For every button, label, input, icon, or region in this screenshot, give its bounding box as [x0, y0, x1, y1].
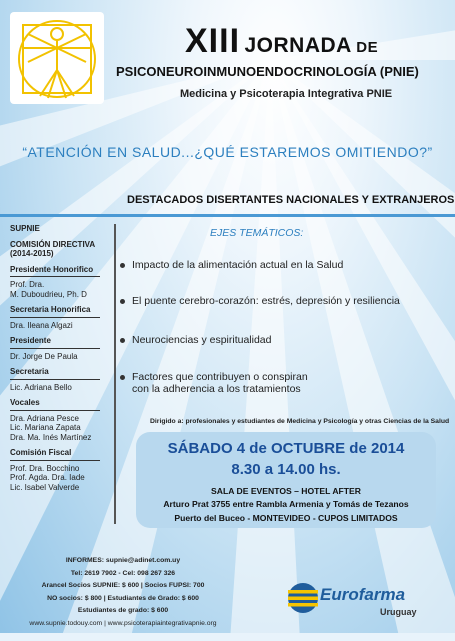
target-audience: Dirigido a: profesionales y estudiantes de Medicina y Psicología y otras Ciencias de la Salud — [150, 418, 450, 425]
event-location: Puerto del Buceo - MONTEVIDEO - CUPOS LIMITADOS — [174, 513, 398, 523]
event-address: Arturo Prat 3755 entre Rambla Armenia y Tomás de Tezanos — [163, 499, 409, 509]
bullet-icon — [120, 375, 125, 380]
website-links: www.supnie.todouy.com | www.psicoterapiaintegrativapnie.org — [29, 619, 217, 627]
sponsor-country: Uruguay — [380, 607, 417, 617]
committee-group: Presidente Honorifico Prof. Dra. M. Duboudrieu, Ph. D — [10, 265, 114, 300]
no-socios-line: NO socios: $ 800 | Estudiantes de Grado: $ 600 — [47, 594, 199, 602]
slogan: “ATENCIÓN EN SALUD...¿QUÉ ESTAREMOS OMITIENDO?” — [22, 144, 433, 160]
underline — [10, 276, 100, 277]
divider — [0, 214, 455, 217]
topic-item: Factores que contribuyen o conspiran con la adherencia a los tratamientos — [120, 371, 308, 395]
event-venue: SALA DE EVENTOS – HOTEL AFTER — [211, 486, 361, 496]
sidebar-divider — [114, 224, 116, 524]
topic-item: Neurociencias y espiritualidad — [120, 334, 272, 346]
org-name: SUPNIE — [10, 224, 40, 233]
committee-group: Secretaria Lic. Adriana Bello — [10, 367, 114, 392]
event-details-box — [136, 432, 436, 528]
jornada-word: JORNADA — [244, 34, 352, 57]
sponsor-name: Eurofarma — [320, 585, 406, 604]
bullet-icon — [120, 299, 125, 304]
committee-group: Vocales Dra. Adriana Pesce Lic. Mariana Zapata Dra. Ma. Inés Martínez — [10, 398, 114, 442]
bottom-strip — [0, 633, 455, 641]
estudiantes-line: Estudiantes de grado: $ 600 — [77, 607, 169, 614]
arancel-line: Arancel Socios SUPNIE: $ 600 | Socios FUPSI: 700 — [41, 582, 205, 589]
committee-group: Presidente Dr. Jorge De Paula — [10, 336, 114, 361]
underline — [10, 317, 100, 318]
topics-heading: EJES TEMÁTICOS: — [210, 227, 304, 239]
de-word: DE — [356, 39, 379, 56]
speakers-heading: DESTACADOS DISERTANTES NACIONALES Y EXTRANJEROS — [127, 194, 455, 206]
contact-info — [28, 555, 218, 630]
event-subtitle: PSICONEUROINMUNOENDOCRINOLOGÍA (PNIE) — [116, 64, 419, 79]
underline — [10, 460, 100, 461]
topic-item: Impacto de la alimentación actual en la Salud — [120, 259, 343, 271]
event-time: 8.30 a 14.00 hs. — [231, 461, 341, 478]
event-date: SÁBADO 4 de OCTUBRE de 2014 — [167, 440, 405, 457]
underline — [10, 410, 100, 411]
sponsor-logo — [284, 575, 444, 635]
informes-line: INFORMES: supnie@adinet.com.uy — [65, 557, 181, 564]
bullet-icon — [120, 263, 125, 268]
topic-item: El puente cerebro-corazón: estrés, depresión y resiliencia — [120, 295, 400, 307]
committee-sidebar — [10, 224, 114, 498]
committee-group: Comisión Fiscal Prof. Dra. Bocchino Prof. Agda. Dra. Iade Lic. Isabel Valverde — [10, 448, 114, 492]
tel-line: Tel: 2619 7902 - Cel: 098 267 326 — [70, 569, 176, 577]
event-tagline: Medicina y Psicoterapia Integrativa PNIE — [180, 88, 393, 100]
vitruvian-logo — [10, 12, 104, 104]
underline — [10, 348, 100, 349]
bullet-icon — [120, 338, 125, 343]
event-title — [185, 22, 378, 61]
edition-number: XIII — [185, 22, 241, 60]
globe-icon — [286, 581, 320, 615]
underline — [10, 379, 100, 380]
committee-group: Secretaria Honorifica Dra. Ileana Algazi — [10, 305, 114, 330]
committee-heading: COMISIÓN DIRECTIVA (2014-2015) — [10, 239, 96, 258]
